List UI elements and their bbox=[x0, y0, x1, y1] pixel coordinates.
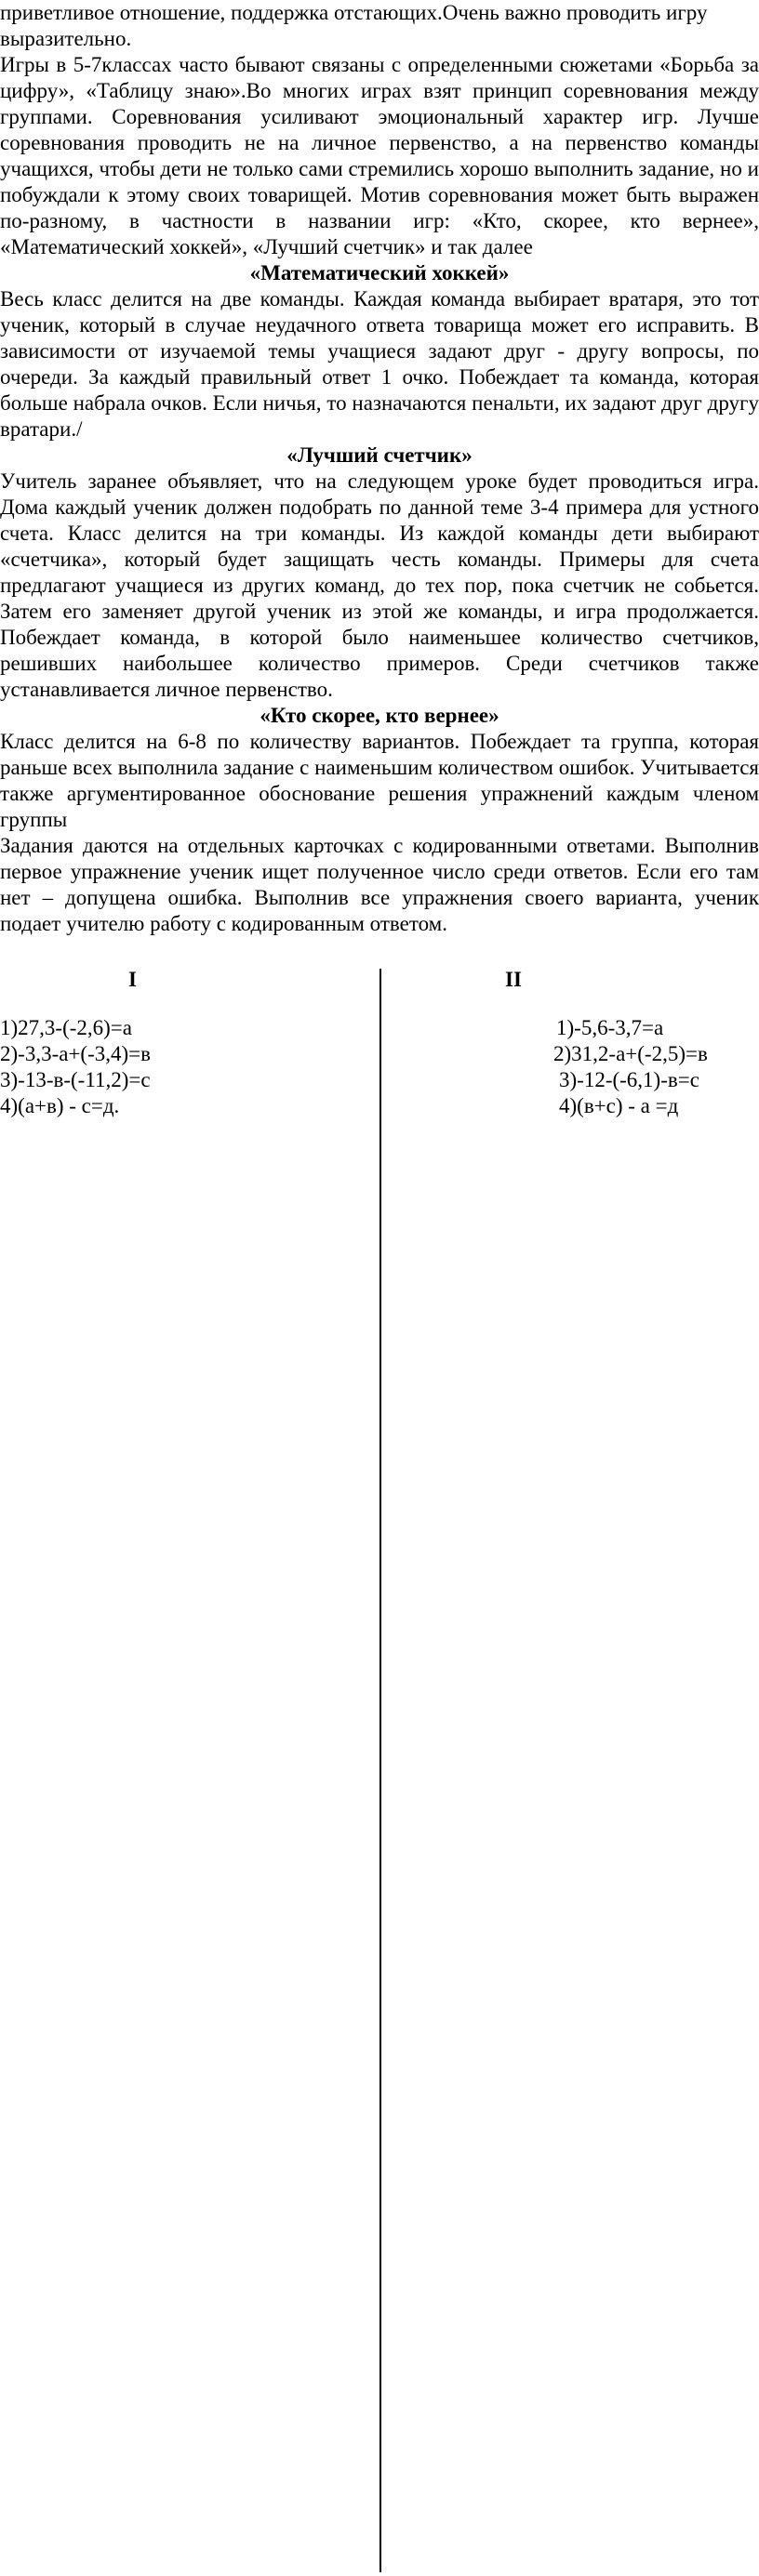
paragraph-who-faster: Класс делится на 6-8 по количеству вариантов. Побеждает та группа, которая раньше всех выполнила задание с наименьшим количеством ошибок. Учитывается также аргументированное обоснование решения упражнений каждым членом группы bbox=[0, 730, 759, 831]
column-heading-variant-1: I bbox=[128, 968, 137, 991]
exercise-item: 1)27,3-(-2,6)=а bbox=[0, 1016, 132, 1039]
paragraph-best-counter: Учитель заранее объявляет, что на следующем уроке будет проводиться игра. Дома каждый ученик должен подобрать по данной теме 3-4 примера для устного счета. Класс делится на три команды. Из каждой команды дети выбирают «счетчика», который будет защищать честь команды. Примеры для счета предлагают учащиеся из других команд, до тех пор, пока счетчик не собьется. Затем его заменяет другой ученик из этой же команды, и игра продолжается. Побеждает команда, в которой было наименьшее количество счетчиков, решивших наибольшее количество примеров. Среди счетчиков также устанавливается личное первенство. bbox=[0, 469, 759, 701]
paragraph-math-hockey: Весь класс делится на две команды. Каждая команда выбирает вратаря, это тот ученик, который в случае неудачного ответа товарища может его исправить. В зависимости от изучаемой темы учащиеся задают друг - другу вопросы, по очереди. За каждый правильный ответ 1 очко. Побеждает та команда, которая больше набрала очков. Если ничья, то назначаются пенальти, их задают друг другу вратари./ bbox=[0, 287, 759, 441]
exercise-item: 1)-5,6-3,7=а bbox=[556, 1016, 664, 1039]
paragraph-intro: приветливое отношение, поддержка отстающих.Очень важно проводить игру выразительно. bbox=[0, 1, 708, 50]
exercise-list-variant-1 bbox=[0, 1015, 151, 1119]
paragraph-cards: Задания даются на отдельных карточках с кодированными ответами. Выполнив первое упражнение ученик ищет полученное число среди ответов. Если его там нет – допущена ошибка. Выполнив все упражнения своего варианта, ученик подает учителю работу с кодированным ответом. bbox=[0, 834, 759, 935]
column-heading-variant-2: II bbox=[505, 968, 522, 991]
heading-who-faster: «Кто скорее, кто вернее» bbox=[260, 704, 499, 727]
paragraph-games-5-7: Игры в 5-7классах часто бывают связаны с определенными сюжетами «Борьба за цифру», «Таблицу знаю».Во многих играх взят принцип соревнования между группами. Соревнования усиливают эмоциональный характер игр. Лучше соревнования проводить не на личное первенство, а на первенство команды учащихся, чтобы дети не только сами стремились хорошо выполнить задание, но и побуждали к этому своих товарищей. Мотив соревнования может быть выражен по-разному, в частности в названии игр: «Кто, скорее, кто вернее», «Математический хоккей», «Лучший счетчик» и так далее bbox=[0, 53, 759, 258]
exercise-item: 2)-3,3-а+(-3,4)=в bbox=[0, 1042, 151, 1065]
heading-math-hockey: «Математический хоккей» bbox=[249, 261, 510, 284]
heading-best-counter: «Лучший счетчик» bbox=[286, 443, 473, 467]
document-text bbox=[0, 0, 759, 937]
exercise-item: 4)(а+в) - с=д. bbox=[0, 1094, 120, 1117]
exercise-list-variant-2 bbox=[553, 1015, 708, 1119]
exercise-item: 3)-13-в-(-11,2)=с bbox=[0, 1068, 151, 1091]
exercise-item: 2)31,2-а+(-2,5)=в bbox=[553, 1042, 708, 1065]
column-divider bbox=[380, 969, 381, 2572]
exercise-item: 3)-12-(-6,1)-в=с bbox=[559, 1068, 699, 1091]
exercise-item: 4)(в+с) - а =д bbox=[559, 1094, 679, 1117]
